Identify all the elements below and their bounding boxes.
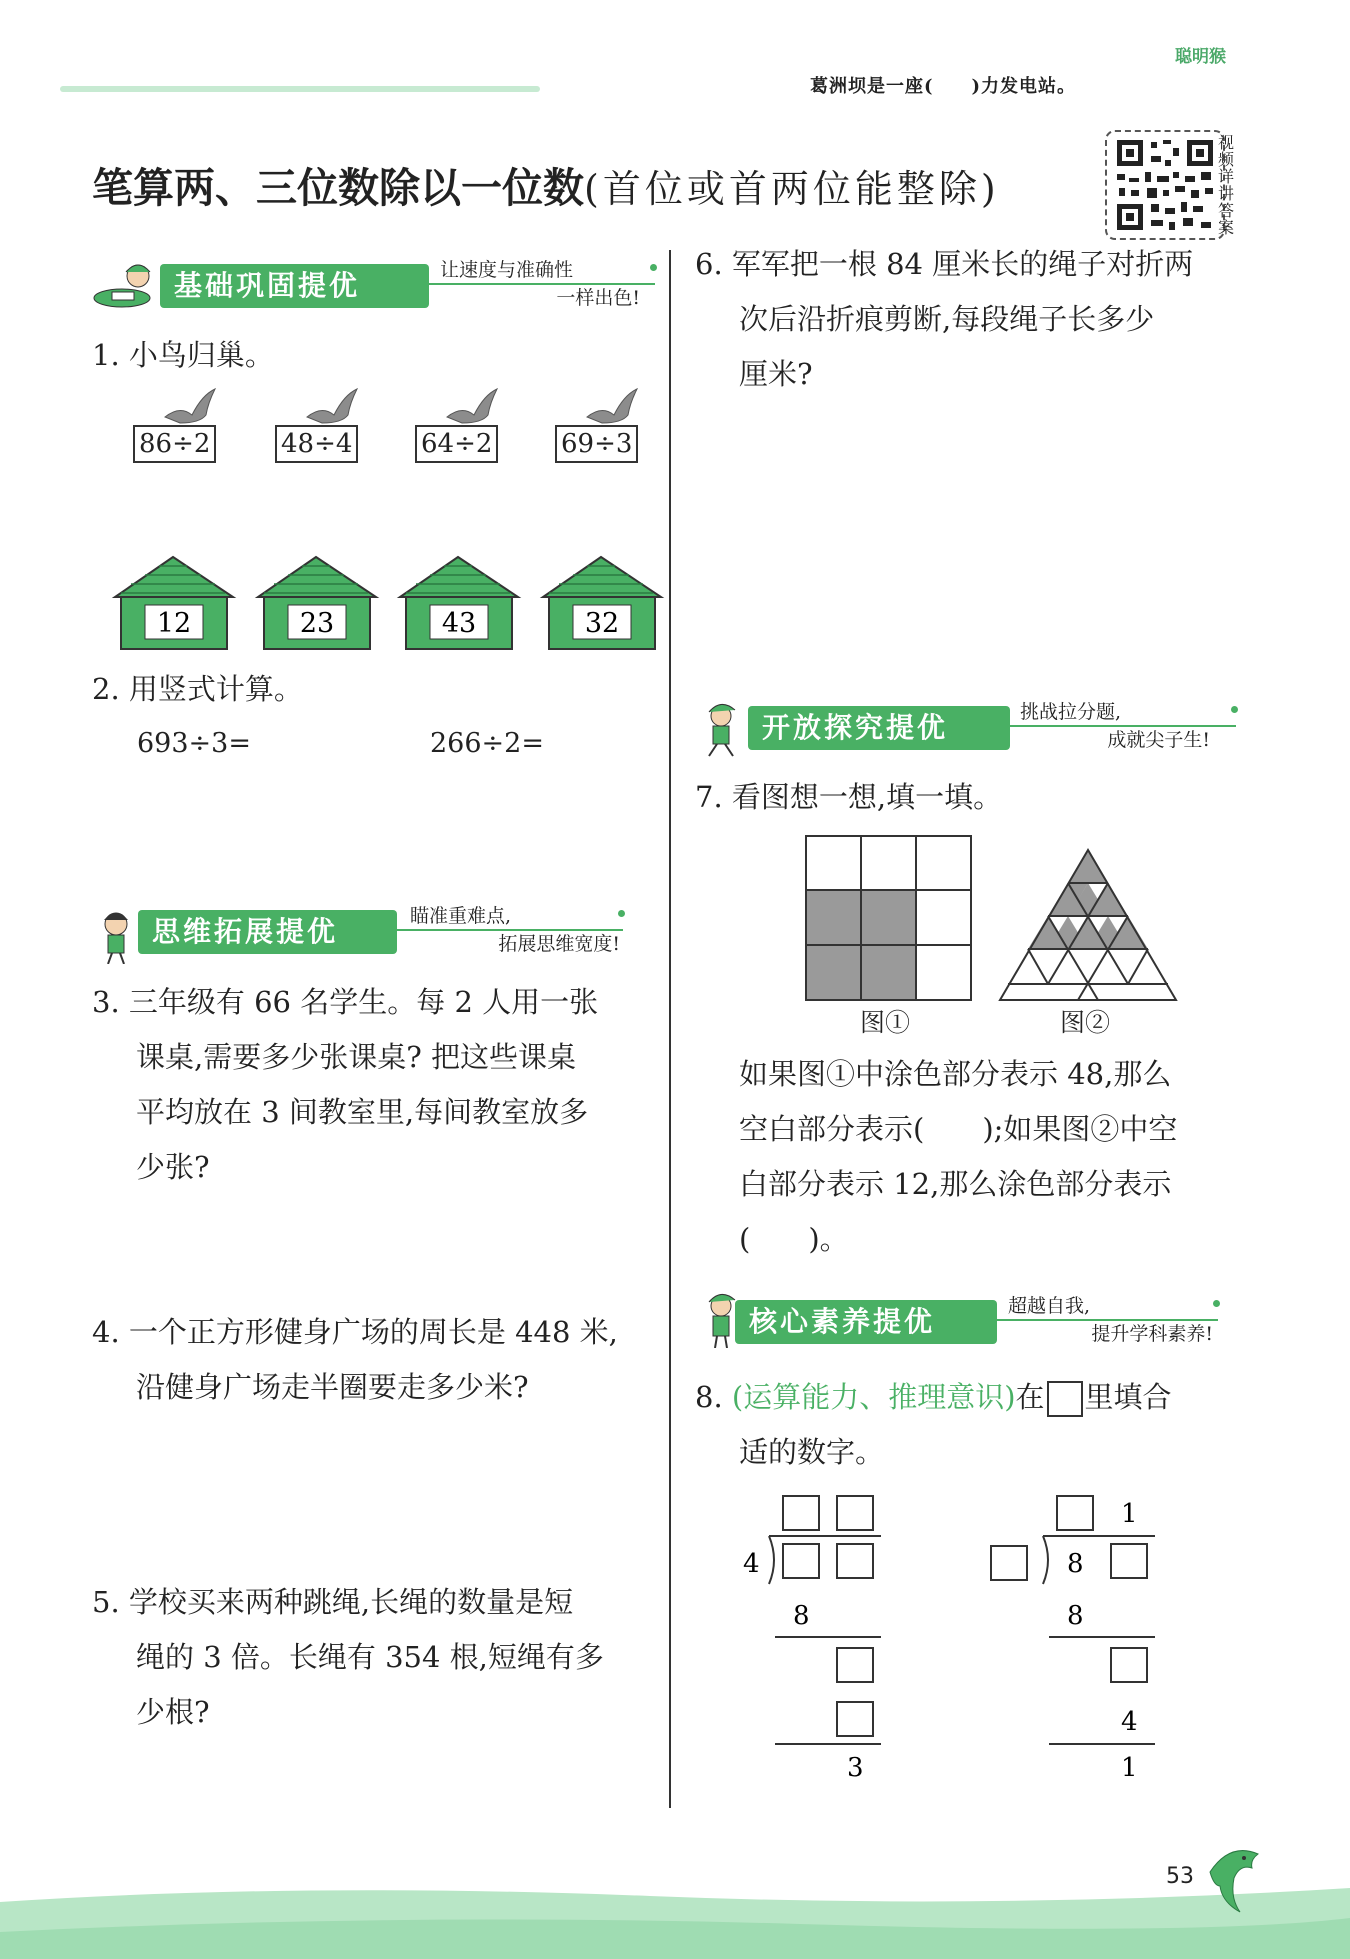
digit-blank-box[interactable] xyxy=(837,1544,873,1578)
q4-line-2: 沿健身广场走半圈要走多少米? xyxy=(136,1370,529,1404)
qr-code[interactable] xyxy=(1105,130,1225,240)
remainder: 3 xyxy=(847,1753,864,1783)
q3-line-4: 少张? xyxy=(136,1150,210,1184)
bird-label-1: 86÷2 xyxy=(133,425,216,463)
slogan-line-2: 一样出色! xyxy=(556,287,640,309)
q5-line-2: 绳的 3 倍。长绳有 354 根,短绳有多 xyxy=(136,1640,604,1674)
q6-line-1: 军军把一根 84 厘米长的绳子对折两 xyxy=(731,247,1194,281)
bird-icon xyxy=(587,389,637,423)
q3-line-3: 平均放在 3 间教室里,每间教室放多 xyxy=(136,1095,589,1129)
bird-label-3: 64÷2 xyxy=(415,425,498,463)
question-5 xyxy=(92,1575,662,1740)
bird-icon xyxy=(307,389,357,423)
question-6 xyxy=(695,237,1265,402)
section-core-slogan xyxy=(1008,1292,1213,1348)
house-icon xyxy=(400,557,518,649)
bird-label-2: 48÷4 xyxy=(275,425,358,463)
house-icon xyxy=(258,557,376,649)
digit-blank-box[interactable] xyxy=(991,1546,1027,1580)
house-number: 12 xyxy=(156,608,192,639)
long-division-1 xyxy=(735,1490,935,1790)
column-divider xyxy=(669,250,671,1808)
houses-row xyxy=(110,555,665,655)
q3-line-1: 三年级有 66 名学生。每 2 人用一张 xyxy=(128,985,599,1019)
house-number: 32 xyxy=(584,608,620,639)
question-number: 8. xyxy=(695,1380,723,1414)
kid-reading-icon xyxy=(92,258,152,314)
footer-wave xyxy=(0,1862,1350,1959)
q2-expression-2: 266÷2= xyxy=(430,728,544,759)
digit-blank-box[interactable] xyxy=(783,1496,819,1530)
grid-figure xyxy=(806,836,971,1000)
digit-blank-box[interactable] xyxy=(837,1702,873,1736)
house-number: 23 xyxy=(299,608,335,639)
page-title xyxy=(92,155,1000,214)
q7-line-4: ( )。 xyxy=(739,1222,849,1256)
q5-line-3: 少根? xyxy=(136,1695,210,1729)
question-text: 用竖式计算。 xyxy=(128,672,303,706)
dividend-digit: 8 xyxy=(1067,1549,1084,1579)
section-basic-slogan xyxy=(440,256,640,312)
partial-product: 8 xyxy=(1067,1601,1084,1631)
question-number: 3. xyxy=(92,985,120,1019)
slogan-line-1: 挑战拉分题, xyxy=(1020,701,1122,723)
bird-label-4: 69÷3 xyxy=(555,425,638,463)
divisor: 4 xyxy=(743,1549,760,1579)
long-division-2 xyxy=(985,1490,1185,1790)
triangle-figure xyxy=(1000,850,1176,1000)
qr-code-icon xyxy=(1107,132,1223,238)
question-number: 6. xyxy=(695,247,723,281)
q7-line-1: 如果图①中涂色部分表示 48,那么 xyxy=(739,1057,1172,1091)
section-basic-dot xyxy=(650,264,657,271)
slogan-line-2: 拓展思维宽度! xyxy=(498,933,620,955)
question-text: 小鸟归巢。 xyxy=(128,338,274,372)
question-text: 看图想一想,填一填。 xyxy=(731,780,1003,814)
q7-figures xyxy=(800,830,1180,1005)
dolphin-icon xyxy=(1200,1842,1270,1922)
house-icon xyxy=(115,557,233,649)
answer-blank-box xyxy=(1047,1381,1083,1417)
q8-line-2: 适的数字。 xyxy=(739,1435,885,1469)
digit-blank-box[interactable] xyxy=(837,1496,873,1530)
slogan-line-1: 让速度与准确性 xyxy=(440,259,574,281)
qr-label: 视频详讲答案 xyxy=(1218,133,1235,237)
section-open-banner: 开放探究提优 xyxy=(748,706,1010,750)
digit-blank-box[interactable] xyxy=(1057,1496,1093,1530)
quotient-digit: 1 xyxy=(1121,1499,1138,1529)
digit-blank-box[interactable] xyxy=(1111,1648,1147,1682)
house-number: 43 xyxy=(441,608,477,639)
slogan-line-2: 成就尖子生! xyxy=(1107,729,1210,751)
q8-text-pre: 在 xyxy=(1015,1380,1045,1414)
section-basic-banner: 基础巩固提优 xyxy=(160,264,429,308)
bird-icon xyxy=(165,389,215,423)
section-core-dot xyxy=(1213,1300,1220,1307)
title-main: 笔算两、三位数除以一位数 xyxy=(92,164,584,212)
digit-blank-box[interactable] xyxy=(837,1648,873,1682)
question-7 xyxy=(695,770,1002,825)
top-note: 葛洲坝是一座( )力发电站。 xyxy=(810,76,1077,97)
digit-blank-box[interactable] xyxy=(1111,1544,1147,1578)
q7-line-3: 白部分表示 12,那么涂色部分表示 xyxy=(739,1167,1172,1201)
q5-line-1: 学校买来两种跳绳,长绳的数量是短 xyxy=(128,1585,574,1619)
digit-blank-box[interactable] xyxy=(783,1544,819,1578)
q2-expression-1: 693÷3= xyxy=(137,728,251,759)
header-decor-bar xyxy=(60,86,540,92)
q6-line-2: 次后沿折痕剪断,每段绳子长多少 xyxy=(739,302,1155,336)
question-number: 2. xyxy=(92,672,120,706)
q7-body xyxy=(739,1047,1259,1267)
section-core-banner: 核心素养提优 xyxy=(735,1300,997,1344)
q7-line-2: 空白部分表示( );如果图②中空 xyxy=(739,1112,1178,1146)
bird-icon xyxy=(447,389,497,423)
q8-text-post: 里填合 xyxy=(1084,1380,1172,1414)
fig2-caption: 图② xyxy=(1060,1008,1111,1037)
slogan-line-1: 超越自我, xyxy=(1008,1295,1091,1317)
section-thinking-banner: 思维拓展提优 xyxy=(138,910,397,954)
question-number: 1. xyxy=(92,338,120,372)
partial-product: 8 xyxy=(793,1601,810,1631)
q6-line-3: 厘米? xyxy=(739,357,813,391)
question-4 xyxy=(92,1305,662,1415)
partial-product-2: 4 xyxy=(1121,1707,1138,1737)
kid-running-icon xyxy=(695,702,755,758)
question-1 xyxy=(92,328,274,383)
q4-line-1: 一个正方形健身广场的周长是 448 米, xyxy=(128,1315,618,1349)
question-2 xyxy=(92,662,303,717)
q8-tag: (运算能力、推理意识) xyxy=(731,1380,1016,1414)
title-sub: (首位或首两位能整除) xyxy=(584,167,1000,211)
page-number: 53 xyxy=(1166,1864,1194,1889)
question-number: 4. xyxy=(92,1315,120,1349)
house-icon xyxy=(543,557,661,649)
question-3 xyxy=(92,975,662,1195)
question-number: 5. xyxy=(92,1585,120,1619)
slogan-line-1: 瞄准重难点, xyxy=(410,905,512,927)
section-open-dot xyxy=(1231,706,1238,713)
remainder: 1 xyxy=(1121,1753,1138,1783)
fig1-caption: 图① xyxy=(860,1008,911,1037)
slogan-line-2: 提升学科素养! xyxy=(1091,1323,1213,1345)
q3-line-2: 课桌,需要多少张课桌? 把这些课桌 xyxy=(136,1040,576,1074)
mascot-label: 聪明猴 xyxy=(1175,47,1226,67)
section-open-slogan xyxy=(1020,698,1210,754)
question-8 xyxy=(695,1370,1265,1480)
question-number: 7. xyxy=(695,780,723,814)
section-thinking-slogan xyxy=(410,902,620,958)
